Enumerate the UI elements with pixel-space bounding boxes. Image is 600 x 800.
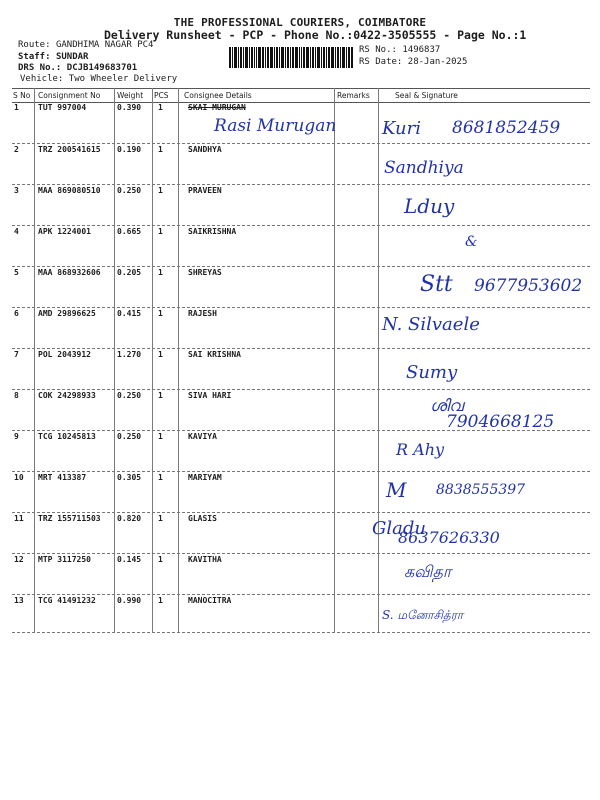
route-value: GANDHIMA NAGAR PC4	[55, 40, 154, 50]
company-name: THE PROFESSIONAL COURIERS, COIMBATORE	[173, 16, 427, 29]
row-consignee: PRAVEEN	[188, 186, 222, 195]
row-consignee: GLASIS	[188, 514, 217, 523]
row-weight: 0.990	[117, 596, 142, 605]
row-signature: M	[386, 478, 407, 502]
row-divider	[12, 307, 590, 308]
row-sno: 2	[14, 145, 19, 154]
row-sno: 8	[14, 391, 19, 400]
row-divider	[12, 143, 590, 144]
column-divider	[152, 88, 153, 632]
rs-no-value: 1496837	[402, 45, 441, 55]
row-weight: 0.415	[117, 309, 142, 318]
rs-date	[359, 57, 467, 67]
row-weight: 0.190	[117, 145, 142, 154]
staff-value: SUNDAR	[55, 52, 89, 62]
row-consignment: MRT 413387	[38, 473, 87, 482]
row-pcs: 1	[158, 473, 163, 482]
column-divider	[334, 88, 335, 632]
row-consignee: MARIYAM	[188, 473, 222, 482]
drs-value: DCJB149683701	[66, 63, 138, 73]
row-pcs: 1	[158, 268, 163, 277]
row-pcs: 1	[158, 555, 163, 564]
row-signature: ശിവ	[430, 396, 464, 415]
row-pcs: 1	[158, 145, 163, 154]
row-consignee: KAVIYA	[188, 432, 217, 441]
row-pcs: 1	[158, 596, 163, 605]
row-consignee: SAIKRISHNA	[188, 227, 237, 236]
row-pcs: 1	[158, 391, 163, 400]
col-header-sno: S No	[13, 91, 31, 100]
row-consignment: MTP 3117250	[38, 555, 91, 564]
row-signature: N. Silvaele	[382, 314, 480, 335]
barcode	[229, 47, 353, 68]
row-phone: 8838555397	[436, 482, 526, 498]
row-consignee: KAVITHA	[188, 555, 222, 564]
row-pcs: 1	[158, 514, 163, 523]
row-sno: 1	[14, 103, 19, 112]
row-consignee: SHREYAS	[188, 268, 222, 277]
row-signature: Lduy	[404, 194, 455, 218]
row-consignment: COK 24298933	[38, 391, 96, 400]
col-header-signature: Seal & Signature	[395, 91, 458, 100]
row-signature: &	[465, 234, 478, 250]
row-divider	[12, 553, 590, 554]
rs-date-label: RS Date:	[359, 57, 403, 67]
row-consignment: POL 2043912	[38, 350, 91, 359]
row-signature: Stt	[420, 272, 453, 297]
row-signature: Sumy	[406, 362, 458, 383]
row-weight: 0.250	[117, 432, 142, 441]
row-consignment: AMD 29896625	[38, 309, 96, 318]
row-pcs: 1	[158, 227, 163, 236]
col-header-pcs: PCS	[154, 91, 169, 100]
row-phone: 8681852459	[452, 118, 561, 138]
row-signature: Gladu	[372, 518, 426, 539]
vehicle-label: Vehicle:	[20, 74, 64, 84]
col-header-consignment: Consignment No	[38, 91, 101, 100]
column-divider	[178, 88, 179, 632]
vehicle-line	[20, 74, 177, 84]
row-divider	[12, 266, 590, 267]
rs-number	[359, 45, 440, 55]
row-sno: 11	[14, 514, 24, 523]
rs-date-value: 28-Jan-2025	[407, 57, 468, 67]
column-divider	[378, 88, 379, 632]
row-weight: 0.820	[117, 514, 142, 523]
row-weight: 0.250	[117, 391, 142, 400]
row-pcs: 1	[158, 350, 163, 359]
runsheet-title: Delivery Runsheet - PCP - Phone No.:0422-3505555 - Page No.:1	[104, 28, 527, 42]
row-weight: 1.270	[117, 350, 142, 359]
row-consignment: TRZ 155711503	[38, 514, 101, 523]
row-weight: 0.665	[117, 227, 142, 236]
vehicle-value: Two Wheeler Delivery	[68, 74, 178, 84]
column-divider	[34, 88, 35, 632]
row-divider	[12, 594, 590, 595]
row-sno: 6	[14, 309, 19, 318]
rs-no-label: RS No.:	[359, 45, 397, 55]
row-pcs: 1	[158, 432, 163, 441]
row-divider	[12, 184, 590, 185]
row-consignment: TRZ 200541615	[38, 145, 101, 154]
row-divider	[12, 348, 590, 349]
handwritten-consignee-name: Rasi Murugan	[214, 116, 337, 136]
row-sno: 5	[14, 268, 19, 277]
row-consignee: RAJESH	[188, 309, 217, 318]
col-header-consignee: Consignee Details	[184, 91, 252, 100]
row-consignment: MAA 869080510	[38, 186, 101, 195]
row-divider	[12, 471, 590, 472]
row-sno: 9	[14, 432, 19, 441]
row-signature: கவிதா	[404, 562, 452, 581]
row-phone: 8637626330	[398, 528, 500, 547]
row-divider	[12, 389, 590, 390]
row-sno: 4	[14, 227, 19, 236]
row-weight: 0.390	[117, 103, 142, 112]
col-header-weight: Weight	[117, 91, 144, 100]
row-sno: 7	[14, 350, 19, 359]
row-consignment: TUT 997004	[38, 103, 87, 112]
row-phone: 7904668125	[446, 412, 555, 432]
row-divider	[12, 632, 590, 633]
row-weight: 0.250	[117, 186, 142, 195]
row-divider	[12, 225, 590, 226]
row-pcs: 1	[158, 186, 163, 195]
drs-line	[18, 63, 137, 73]
row-weight: 0.145	[117, 555, 142, 564]
row-weight: 0.305	[117, 473, 142, 482]
table-top-border	[12, 88, 590, 89]
row-consignee: MANOCITRA	[188, 596, 232, 605]
row-consignment: MAA 868932606	[38, 268, 101, 277]
row-signature: Sandhiya	[384, 158, 464, 178]
drs-label: DRS No.:	[18, 63, 62, 73]
row-consignee: SAI KRISHNA	[188, 350, 241, 359]
row-sno: 12	[14, 555, 24, 564]
route-label: Route:	[18, 40, 51, 50]
row-divider	[12, 430, 590, 431]
row-pcs: 1	[158, 309, 163, 318]
row-consignment: TCG 41491232	[38, 596, 96, 605]
row-divider	[12, 512, 590, 513]
row-signature: R Ahy	[396, 440, 445, 459]
staff-label: Staff:	[18, 52, 51, 62]
column-divider	[114, 88, 115, 632]
row-signature: S. மனோசித்ரா	[382, 608, 464, 622]
col-header-remarks: Remarks	[337, 91, 370, 100]
row-weight: 0.205	[117, 268, 142, 277]
row-consignee: SKAI MURUGAN	[188, 103, 246, 112]
row-sno: 3	[14, 186, 19, 195]
row-phone: 9677953602	[474, 276, 583, 296]
row-consignment: TCG 10245813	[38, 432, 96, 441]
row-pcs: 1	[158, 103, 163, 112]
row-consignee: SIVA HARI	[188, 391, 232, 400]
row-consignment: APK 1224001	[38, 227, 91, 236]
row-consignee: SANDHYA	[188, 145, 222, 154]
row-sno: 10	[14, 473, 24, 482]
row-signature: Kuri	[382, 118, 422, 139]
row-sno: 13	[14, 596, 24, 605]
table-header-border	[12, 102, 590, 103]
staff-line	[18, 52, 88, 62]
route-line	[18, 40, 153, 50]
